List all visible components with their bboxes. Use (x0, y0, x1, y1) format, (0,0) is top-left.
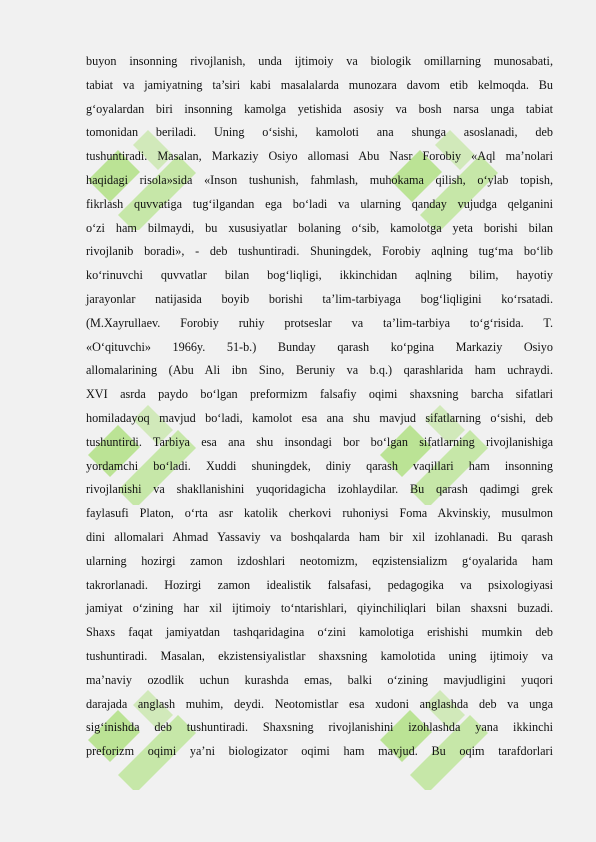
text-line: o‘zi ham bilmaydi, bu xususiyatlar bolaning o‘sib, kamolotga yeta borishi bilan (86, 220, 553, 235)
text-line: (M.Xayrullaev. Forobiy ruhiy protseslar va ta’lim-tarbiya to‘g‘risida. T. (86, 315, 553, 330)
text-line: ularning hozirgi zamon izdoshlari neotomizm, eqzistensializm g‘oyalarida ham (86, 553, 553, 568)
text-line: yordamchi bo‘ladi. Xuddi shuningdek, diniy qarash vaqillari ham insonning (86, 458, 553, 473)
text-line: sig‘inishda deb tushuntiradi. Shaxsning rivojlanishini izohlashda yana ikkinchi (86, 720, 553, 735)
text-line: jarayonlar natijasida boyib borishi ta’lim-tarbiyaga bog‘liqligini ko‘rsatadi. (86, 291, 553, 306)
text-line: ko‘rinuvchi quvvatlar bilan bog‘liqligi, ikkinchidan aqlning bilim, hayotiy (86, 268, 553, 283)
text-line: rivojlanishi va shakllanishini yuqoridagicha izohlaydilar. Bu qarash qadimgi grek (86, 482, 553, 497)
text-line: allomalarining (Abu Ali ibn Sino, Beruniy va b.q.) qarashlarida ham uchraydi. (86, 363, 553, 378)
text-line: Shaxs faqat jamiyatdan tashqaridagina o‘zini kamolotiga erishishi mumkin deb (86, 625, 553, 640)
text-line: tabiat va jamiyatning ta’siri kabi masalalarda munozara davom etib kelmoqda. Bu (86, 77, 553, 92)
text-line: tushuntirdi. Tarbiya esa ana shu insondagi bor bo‘lgan sifatlarning rivojlanishiga (86, 434, 553, 449)
text-line: buyon insonning rivojlanish, unda ijtimoiy va biologik omillarning munosabati, (86, 54, 553, 68)
text-line: dini allomalari Ahmad Yassaviy va boshqalarda ham bir xil izohlanadi. Bu qarash (86, 529, 553, 544)
text-line: homiladayoq mavjud bo‘ladi, kamolot esa ana shu mavjud sifatlarning o‘sishi, deb (86, 410, 553, 425)
text-line: g‘oyalardan biri insonning kamolga yetishida asosiy va bosh narsa unga tabiat (86, 101, 553, 116)
text-line: darajada anglash muhim, deydi. Neotomistlar esa xudoni anglashda deb va unga (86, 696, 553, 711)
text-line: haqidagi risola»sida «Inson tushunish, fahmlash, muhokama qilish, o‘ylab topish, (86, 172, 553, 187)
text-line: ma’naviy ozodlik uchun kurashda emas, balki o‘zining mavjudligini yuqori (86, 672, 553, 687)
text-line: faylasufi Platon, o‘rta asr katolik cherkovi ruhoniysi Foma Akvinskiy, musulmon (86, 506, 553, 521)
text-line: jamiyat o‘zining har xil ijtimoiy to‘ntarishlari, qiyinchiliqlari bilan shaxsni buzadi. (86, 601, 553, 616)
text-line: fikrlash quvvatiga tug‘ilgandan ega bo‘ladi va ularning qanday vujudga qelganini (86, 196, 553, 211)
text-line: tomonidan berіladi. Uning o‘sishi, kamoloti ana shunga asoslanadi, deb (86, 125, 553, 140)
text-line: preforizm oqimi ya’ni biologizator oqimi ham mavjud. Bu oqim tarafdorlari (86, 744, 553, 759)
text-line: XVI asrda paydo bo‘lgan preformizm falsafiy oqimi shaxsning barcha sifatlari (86, 387, 553, 402)
body-text (86, 50, 553, 764)
text-line: takrorlanadi. Hozirgi zamon idealistik falsafasi, pedagogika va psixologiyasi (86, 577, 553, 592)
text-line: rivojlanib boradi», - deb tushuntiradi. Shuningdek, Forobiy aqlning tug‘ma bo‘lib (86, 244, 553, 259)
text-line: «O‘qituvchi» 1966y. 51-b.) Bunday qarash ko‘pgina Markaziy Osiyo (86, 339, 553, 354)
text-line: tushuntiradi. Masalan, Markaziy Osiyo allomasi Abu Nasr Forobiy «Aql ma’nolari (86, 149, 553, 164)
text-line: tushuntiradi. Masalan, ekzistensiyalistlar shaxsning kamolotida uning ijtimoiy va (86, 648, 553, 663)
